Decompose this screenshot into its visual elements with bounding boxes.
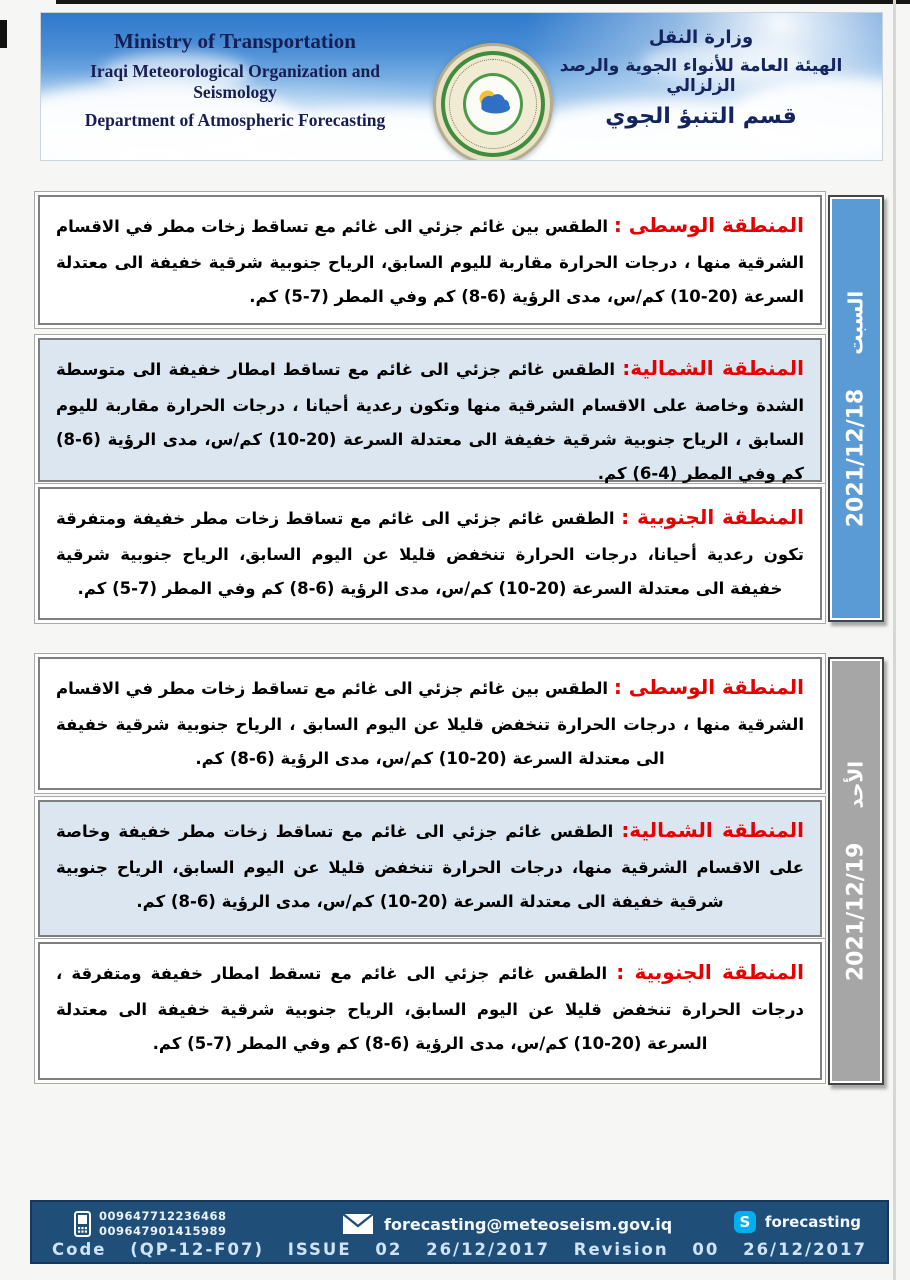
ministry-title: Ministry of Transportation [114, 29, 356, 53]
email-contact [342, 1213, 672, 1235]
forecast-box-northern-saturday [38, 338, 822, 482]
organization-title: Iraqi Meteorological Organization and Seismology [90, 61, 380, 102]
forecast-box-northern-sunday [38, 800, 822, 937]
day-name: الأحد [843, 760, 868, 809]
region-title: المنطقة الوسطى : [613, 213, 804, 237]
region-title: المنطقة الوسطى : [613, 675, 804, 699]
day-name: السبت [843, 290, 868, 355]
skype-contact [734, 1211, 861, 1233]
forecast-paragraph [40, 944, 820, 1069]
region-title: المنطقة الشمالية: [622, 356, 804, 380]
forecast-paragraph [40, 489, 820, 614]
ministry-titles-english [55, 29, 415, 131]
forecast-text: الطقس غائم جزئي الى غائم مع تساقط امطار خفيفة الى متوسطة الشدة وخاصة على الاقسام الشرقية منها وتكون رعدية أحيانا ، درجات الحرارة مقاربة لليوم السابق ، الرياح جنوبية شرقية خفيفة الى معتدلة السرعة (20-10) كم/س، مدى الرؤية (6-8) كم وفي المطر (4-6) كم. [56, 360, 804, 483]
forecast-box-southern-saturday [38, 487, 822, 620]
saturday-date-label [844, 290, 869, 527]
forecast-box-central-sunday [38, 657, 822, 790]
forecast-text: الطقس غائم جزئي الى غائم مع تساقط زخات مطر خفيفة وخاصة على الاقسام الشرقية منها، درجات الحرارة تنخفض قليلا عن اليوم السابق، الرياح جنوبية شرقية خفيفة الى معتدلة السرعة (20-10) كم/س، مدى الرؤية (6-8) كم. [56, 822, 804, 911]
skype-username: forecasting [764, 1213, 861, 1231]
forecast-text: الطقس بين غائم جزئي الى غائم مع تساقط زخات مطر في الاقسام الشرقية منها ، درجات الحرارة مقاربة لليوم السابق، الرياح جنوبية شرقية خفيفة الى معتدلة السرعة (20-10) كم/س، مدى الرؤية (6-8) كم وفي المطر (7-5) كم. [56, 217, 804, 306]
sun-cloud-icon [466, 76, 520, 132]
skype-icon: S [734, 1211, 756, 1233]
scan-artifact-top-line [56, 0, 910, 4]
envelope-icon [342, 1213, 374, 1235]
region-title: المنطقة الجنوبية : [621, 505, 805, 529]
scan-artifact-right-edge [893, 0, 896, 1280]
phone-number-2: 009647901415989 [99, 1223, 227, 1238]
forecast-text: الطقس بين غائم جزئي الى غائم مع تساقط زخات مطر في الاقسام الشرقية منها ، درجات الحرارة تنخفض قليلا عن اليوم السابق ، الرياح جنوبية شرقية خفيفة الى معتدلة السرعة (20-10) كم/س، مدى الرؤية (6-8) كم. [56, 679, 804, 768]
mobile-phone-icon [74, 1211, 91, 1237]
ministry-title-ar: وزارة النقل [648, 27, 754, 48]
department-title: Department of Atmospheric Forecasting [84, 110, 386, 130]
sunday-date-label [844, 761, 869, 981]
email-address: forecasting@meteoseism.gov.iq [384, 1214, 673, 1234]
organization-seal-logo [433, 43, 553, 161]
forecast-paragraph [40, 340, 820, 498]
saturday-date-tab [828, 195, 884, 622]
date-value: 2021/12/19 [843, 842, 869, 982]
forecast-box-southern-sunday [38, 942, 822, 1080]
logo-center [463, 73, 523, 135]
organization-title-ar: الهيئة العامة للأنواء الجوية والرصد الزلزالي [559, 56, 843, 96]
forecast-paragraph [40, 659, 820, 784]
region-title: المنطقة الجنوبية : [616, 960, 804, 984]
department-title-ar: قسم التنبؤ الجوي [605, 104, 797, 129]
ministry-titles-arabic [536, 27, 866, 129]
forecast-text: الطقس غائم جزئي الى غائم مع تساقط زخات مطر خفيفة ومتفرقة تكون رعدية أحيانا، درجات الحرارة تنخفض قليلا عن اليوم السابق، الرياح جنوبية شرقية خفيفة الى معتدلة السرعة (20-10) كم/س، مدى الرؤية (6-8) كم وفي المطر (7-5) كم. [56, 509, 804, 598]
region-title: المنطقة الشمالية: [621, 818, 804, 842]
sunday-date-tab [828, 657, 884, 1085]
forecast-paragraph [40, 802, 820, 927]
forecast-box-central-saturday [38, 195, 822, 325]
forecast-text: الطقس غائم جزئي الى غائم مع تسقط امطار خفيفة ومتفرقة ، درجات الحرارة تنخفض قليلا عن اليوم السابق، الرياح جنوبية شرقية خفيفة الى معتدلة السرعة (20-10) كم/س، مدى الرؤية (6-8) كم وفي المطر (7-5) كم. [56, 964, 804, 1053]
header-banner [40, 12, 883, 161]
date-value: 2021/12/18 [843, 388, 869, 527]
forecast-paragraph [40, 197, 820, 322]
scan-artifact-left-mark [0, 20, 7, 48]
phone-number-1: 009647712236468 [99, 1209, 227, 1223]
document-code-line: Code (QP-12-F07) ISSUE 02 26/12/2017 Revision 00 26/12/2017 [52, 1240, 867, 1259]
phone-contact [74, 1209, 227, 1239]
footer-contact-bar [30, 1200, 889, 1264]
